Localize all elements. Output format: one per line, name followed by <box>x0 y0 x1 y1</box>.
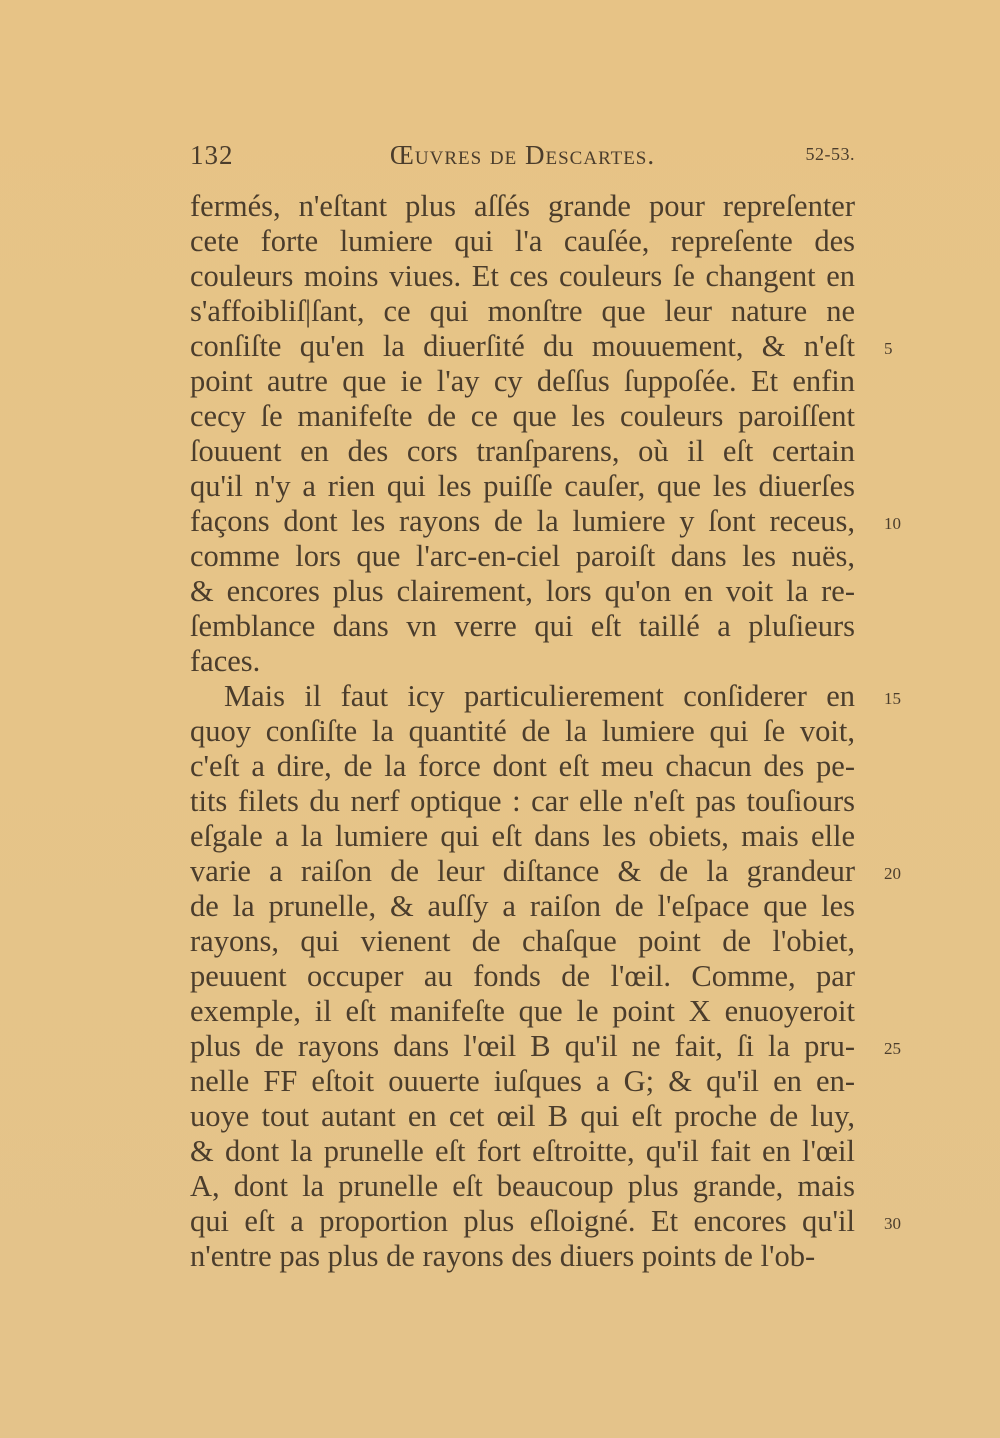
text-line: plus de rayons dans l'œil B qu'il ne fait, ſi la pru- <box>190 1029 855 1063</box>
body-text <box>190 189 855 1274</box>
text-line: nelle FF eſtoit ouuerte iuſques a G; & qu'il en en- <box>190 1064 855 1098</box>
text-line: faces. <box>190 644 261 678</box>
line-number: 30 <box>884 1214 901 1233</box>
text-line: uoye tout autant en cet œil B qui eſt proche de luy, <box>190 1099 855 1133</box>
text-line: tits filets du nerf optique : car elle n'eſt pas touſiours <box>190 784 855 818</box>
text-line: exemple, il eſt manifeſte que le point X enuoyeroit <box>190 994 855 1028</box>
line-number: 20 <box>884 864 901 883</box>
text-line: façons dont les rayons de la lumiere y ſont receus, <box>190 504 855 538</box>
text-line: s'affoibliſ|ſant, ce qui monſtre que leur nature ne <box>190 294 855 328</box>
page-header <box>190 140 855 176</box>
running-title: Œuvres de Descartes. <box>389 140 656 170</box>
text-line: n'entre pas plus de rayons des diuers points de l'ob- <box>190 1239 816 1273</box>
text-line: varie a raiſon de leur diſtance & de la grandeur <box>190 854 855 888</box>
text-line: peuuent occuper au fonds de l'œil. Comme, par <box>190 959 855 993</box>
text-line: eſgale a la lumiere qui eſt dans les obiets, mais elle <box>190 819 855 853</box>
text-line: qui eſt a proportion plus eſloigné. Et encores qu'il <box>190 1204 855 1238</box>
page-reference: 52-53. <box>805 144 855 164</box>
text-line: ſouuent en des cors tranſparens, où il eſt certain <box>190 434 855 468</box>
text-line: ſemblance dans vn verre qui eſt taillé a pluſieurs <box>190 609 855 643</box>
line-number: 10 <box>884 514 901 533</box>
text-line: quoy conſiſte la quantité de la lumiere qui ſe voit, <box>190 714 855 748</box>
text-line: c'eſt a dire, de la force dont eſt meu chacun des pe- <box>190 749 855 783</box>
text-line: rayons, qui vienent de chaſque point de l'obiet, <box>190 924 855 958</box>
text-line: de la prunelle, & auſſy a raiſon de l'eſpace que les <box>190 889 855 923</box>
text-line: point autre que ie l'ay cy deſſus ſuppoſée. Et enfin <box>190 364 855 398</box>
text-line: Mais il faut icy particulierement conſiderer en <box>224 679 855 713</box>
line-number: 5 <box>884 339 893 358</box>
page-number: 132 <box>190 140 234 170</box>
text-line: & dont la prunelle eſt fort eſtroitte, qu'il fait en l'œil <box>190 1134 855 1168</box>
text-line: conſiſte qu'en la diuerſité du mouuement, & n'eſt <box>190 329 855 363</box>
text-line: qu'il n'y a rien qui les puiſſe cauſer, que les diuerſes <box>190 469 855 503</box>
text-line: cete forte lumiere qui l'a cauſée, repreſente des <box>190 224 855 258</box>
text-line: cecy ſe manifeſte de ce que les couleurs paroiſſent <box>190 399 855 433</box>
text-line: & encores plus clairement, lors qu'on en voit la re- <box>190 574 855 608</box>
line-number: 15 <box>884 689 901 708</box>
line-number: 25 <box>884 1039 901 1058</box>
text-line: A, dont la prunelle eſt beaucoup plus grande, mais <box>190 1169 855 1203</box>
text-line: comme lors que l'arc-en-ciel paroiſt dans les nuës, <box>190 539 855 573</box>
text-line: couleurs moins viues. Et ces couleurs ſe changent en <box>190 259 855 293</box>
text-line: fermés, n'eſtant plus aſſés grande pour repreſenter <box>190 189 855 223</box>
